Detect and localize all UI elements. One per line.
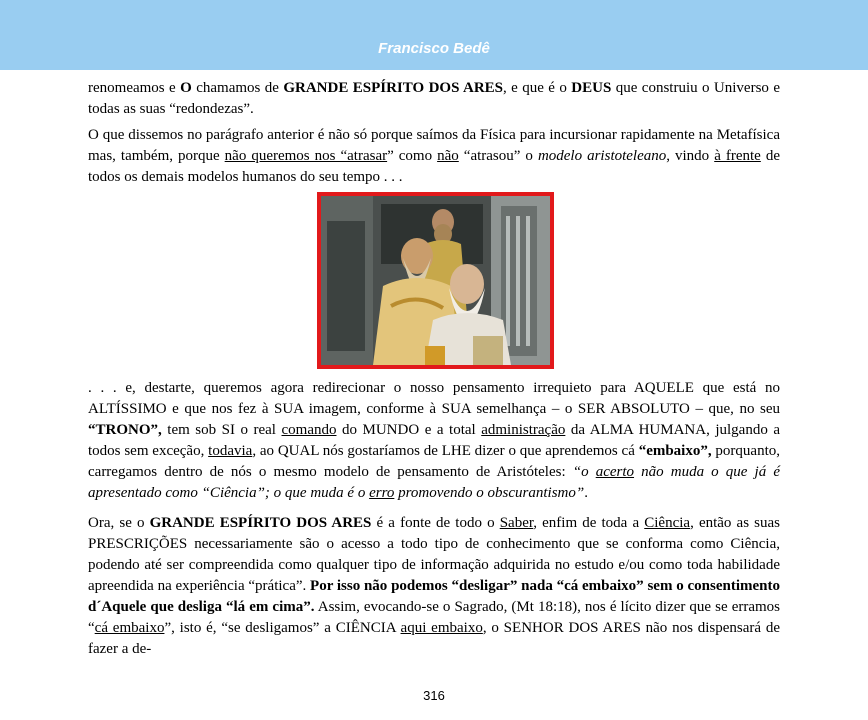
- text-run: ”, isto é, “se desligamos” a CIÊNCIA: [164, 620, 401, 636]
- philosophers-illustration: [321, 196, 550, 365]
- text-run: de todos os demais modelos humanos do seu tempo . . .: [88, 148, 781, 185]
- text-run: da ALMA HUMANA, julgando a todos sem exceção,: [88, 422, 780, 459]
- bold-text: DEUS: [571, 80, 612, 96]
- bold-text: “embaixo”,: [638, 443, 712, 459]
- text-run: , e que é o: [503, 80, 572, 96]
- underlined-text: Saber: [499, 515, 534, 531]
- text-run: do MUNDO e a total: [336, 422, 482, 438]
- italic-text: promovendo o obscurantismo”: [394, 485, 585, 501]
- text-run: tem sob SI o real: [161, 422, 282, 438]
- text-run: “atrasou” o: [458, 148, 538, 164]
- text-run: Assim, evocando-se o Sagrado, (Mt 18:18), nos é lícito dizer que se erramos “: [88, 599, 781, 636]
- underlined-text: à frente: [714, 148, 761, 164]
- text-run: . . . e, destarte, queremos agora redirecionar o nosso pensamento irrequieto para AQUELE que está no ALTÍSSIMO e que nos fez à SUA imagem, conforme à SUA semelhança – o SER ABSOLUTO – que, no seu: [88, 380, 780, 417]
- header-title: Francisco Bedê: [378, 40, 490, 57]
- bold-text: “TRONO”,: [88, 422, 162, 438]
- text-run: .: [584, 485, 588, 501]
- text-run: porquanto, carregamos dentro de nós o mesmo modelo de pensamento de Aristóteles:: [88, 443, 780, 480]
- paragraph-3: [88, 378, 780, 504]
- text-run: , vindo: [666, 148, 715, 164]
- underlined-text: todavia: [208, 443, 253, 459]
- underlined-text: não: [437, 148, 459, 164]
- page-header: [0, 0, 868, 70]
- page-body: [88, 78, 780, 660]
- text-run: , o SENHOR DOS ARES não nos dispensará de fazer a de-: [88, 620, 781, 657]
- text-run: Ora, se o: [88, 515, 150, 531]
- bold-text: O: [180, 80, 192, 96]
- philosophers-image: [317, 192, 554, 369]
- italic-text: “o: [572, 464, 596, 480]
- text-run: , enfim de toda a: [533, 515, 645, 531]
- underlined-text: comando: [281, 422, 337, 438]
- italic-text: não muda o que já é apresentado como “Ciência”; o que muda é o: [88, 464, 780, 501]
- underlined-italic-text: erro: [369, 485, 395, 501]
- text-run: é a fonte de todo o: [371, 515, 500, 531]
- text-run: O que dissemos no parágrafo anterior é não só porque saímos da Física para incursionar rapidamente na Metafísica mas, também, porque: [88, 127, 780, 164]
- paragraph-1: [88, 78, 780, 120]
- paragraph-2: [88, 125, 780, 188]
- text-run: renomeamos e: [88, 80, 181, 96]
- text-run: que construiu o Universo e todas as suas “redondezas”.: [88, 80, 780, 117]
- underlined-text: Ciência: [644, 515, 691, 531]
- underlined-italic-text: acerto: [595, 464, 635, 480]
- underlined-text: aqui embaixo: [400, 620, 483, 636]
- text-run: chamamos de: [191, 80, 284, 96]
- bold-text: GRANDE ESPÍRITO DOS ARES: [283, 80, 504, 96]
- text-run: ” como: [387, 148, 438, 164]
- text-run: , então as suas PRESCRIÇÕES necessariamente são o acesso a todo tipo de conhecimento que se conforma como Ciência, podendo até ser compreendida como qualquer tipo de informação adquirida no estudo e/ou como toda habilidade apreendida na experiência “prática”.: [88, 515, 780, 594]
- text-run: , ao QUAL nós gostaríamos de LHE dizer o que aprendemos cá: [252, 443, 639, 459]
- underlined-text: não queremos nos “atrasar: [224, 148, 388, 164]
- underlined-text: cá embaixo: [94, 620, 165, 636]
- paragraph-4: [88, 513, 780, 660]
- italic-text: modelo aristoteleano: [537, 148, 667, 164]
- figure-container: [88, 192, 780, 372]
- bold-text: GRANDE ESPÍRITO DOS ARES: [149, 515, 372, 531]
- page-number: 316: [423, 688, 445, 703]
- bold-text: Por isso não podemos “desligar” nada “cá embaixo” sem o consentimento d´Aquele que desliga “lá em cima”.: [88, 578, 780, 615]
- underlined-text: administração: [481, 422, 566, 438]
